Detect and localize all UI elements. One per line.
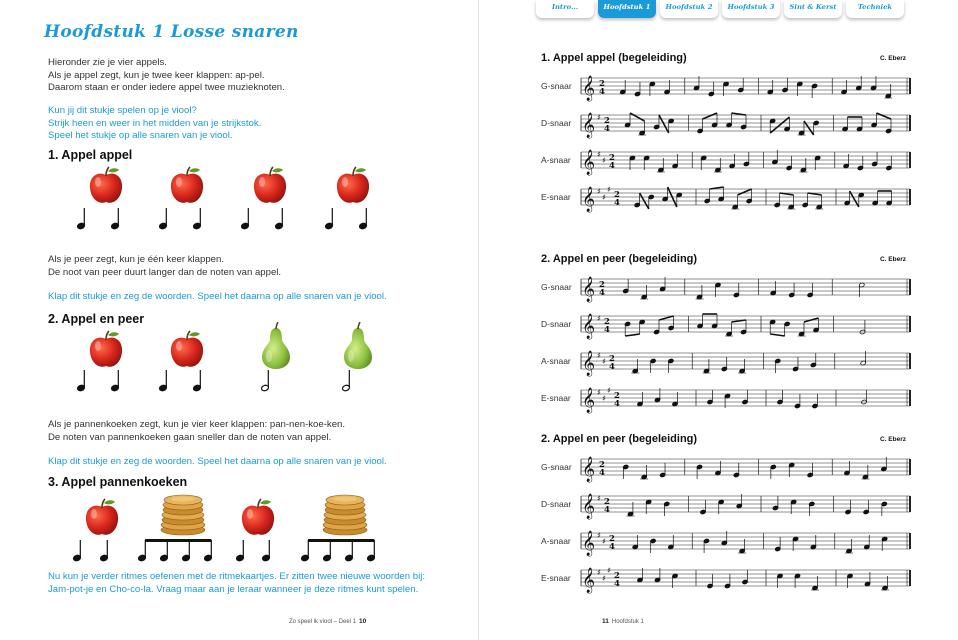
treble-clef-icon: 𝄞: [582, 388, 596, 413]
staff: [581, 75, 910, 101]
sharp-sign: ♯: [597, 568, 601, 577]
sharp-sign: ♯: [602, 537, 606, 546]
tab-techniek[interactable]: Techniek: [846, 0, 904, 18]
intro-line: Hieronder zie je vier appels.: [48, 57, 167, 68]
closing-line: Jam-pot-je en Cho-co-la. Vraag maar aan je leraar wanneer je deze ritmes kunt spelen.: [48, 583, 419, 595]
footer-chapter: Hoofdstuk 1: [611, 619, 644, 625]
closing-line: Nu kun je verder ritmes oefenen met de ritmekaartjes. Er zitten twee nieuwe woorden bij:: [48, 571, 425, 582]
time-signature-bottom: 4: [614, 399, 620, 409]
sharp-sign: ♯: [607, 185, 611, 194]
score-title: 2. Appel en peer (begeleiding): [541, 253, 698, 265]
time-signature-top: 2: [609, 354, 615, 364]
chapter-title: Hoofdstuk 1 Losse snaren: [44, 22, 299, 42]
pannenkoek-instruction: Klap dit stukje en zeg de woorden. Speel het daarna op alle snaren van je viool.: [48, 456, 387, 467]
section-heading-3: 3. Appel pannenkoeken: [48, 475, 188, 489]
note-beam: [659, 115, 669, 133]
time-signature-top: 2: [599, 79, 605, 89]
staff: [581, 530, 910, 556]
staff-label: G-snaar: [541, 462, 572, 472]
time-signature-bottom: 4: [614, 579, 620, 589]
sharp-sign: ♯: [597, 187, 601, 196]
treble-clef-icon: 𝄞: [582, 568, 596, 593]
time-signature-top: 2: [614, 190, 620, 200]
staff: [581, 313, 910, 339]
staff-label: G-snaar: [541, 81, 572, 91]
tab-hoofdstuk-1[interactable]: Hoofdstuk 1: [598, 0, 656, 18]
tab-hoofdstuk-3[interactable]: Hoofdstuk 3: [722, 0, 780, 18]
sharp-sign: ♯: [597, 314, 601, 323]
section-heading-1: 1. Appel appel: [48, 148, 133, 162]
staff: [581, 149, 910, 175]
score-title: 1. Appel appel (begeleiding): [541, 52, 687, 64]
tab-hoofdstuk-2[interactable]: Hoofdstuk 2: [660, 0, 718, 18]
time-signature-top: 2: [604, 497, 610, 507]
time-signature-bottom: 4: [604, 505, 610, 515]
instruction-line: Speel het stukje op alle snaren van je viool.: [48, 130, 233, 142]
staff: [581, 456, 910, 482]
time-signature-bottom: 4: [609, 542, 615, 552]
staff-label: A-snaar: [541, 356, 571, 366]
treble-clef-icon: 𝄞: [582, 351, 596, 376]
note-beam: [703, 113, 718, 119]
time-signature-top: 2: [599, 280, 605, 290]
treble-clef-icon: 𝄞: [582, 150, 596, 175]
staff-label: E-snaar: [541, 393, 571, 403]
treble-clef-icon: 𝄞: [582, 113, 596, 138]
staff-label: A-snaar: [541, 155, 571, 165]
note-beam: [877, 113, 892, 119]
staff: [581, 276, 910, 302]
sharp-sign: ♯: [602, 156, 606, 165]
composer-name: C. Eberz: [880, 436, 907, 443]
sharp-sign: ♯: [597, 494, 601, 503]
sharp-sign: ♯: [597, 531, 601, 540]
staff: [581, 112, 910, 138]
time-signature-bottom: 4: [609, 362, 615, 372]
sharp-sign: ♯: [597, 388, 601, 397]
time-signature-top: 2: [604, 317, 610, 327]
staff-label: D-snaar: [541, 118, 572, 128]
footer-book-title: Zo speel ik viool – Deel 1: [289, 619, 357, 625]
staff-label: D-snaar: [541, 319, 572, 329]
composer-name: C. Eberz: [880, 55, 907, 62]
note-beam: [770, 334, 785, 336]
treble-clef-icon: 𝄞: [582, 457, 596, 482]
note-beam: [850, 191, 859, 207]
note-beam: [738, 189, 752, 195]
time-signature-top: 2: [599, 460, 605, 470]
treble-clef-icon: 𝄞: [582, 187, 596, 212]
sharp-sign: ♯: [602, 574, 606, 583]
treble-clef-icon: 𝄞: [582, 314, 596, 339]
time-signature-bottom: 4: [614, 198, 620, 208]
time-signature-bottom: 4: [599, 288, 605, 298]
tab-intro[interactable]: Intro...: [536, 0, 594, 18]
staff-label: E-snaar: [541, 192, 571, 202]
treble-clef-icon: 𝄞: [582, 531, 596, 556]
score-title: 2. Appel en peer (begeleiding): [541, 433, 698, 445]
intro-line: Daarom staan er onder iedere appel twee muzieknoten.: [48, 82, 285, 94]
time-signature-top: 2: [614, 571, 620, 581]
peer-line: Als je peer zegt, kun je één keer klappen.: [48, 254, 224, 265]
note-beam: [625, 334, 640, 336]
intro-line: Als je appel zegt, kun je twee keer klappen: ap-pel.: [48, 69, 265, 81]
sharp-sign: ♯: [607, 386, 611, 395]
staff: [581, 386, 910, 413]
sharp-sign: ♯: [597, 150, 601, 159]
time-signature-top: 2: [604, 116, 610, 126]
sharp-sign: ♯: [602, 394, 606, 403]
pannenkoek-line: De noten van pannenkoeken gaan sneller dan de noten van appel.: [48, 431, 332, 443]
time-signature-top: 2: [609, 153, 615, 163]
peer-line: De noot van peer duurt langer dan de noten van appel.: [48, 266, 282, 278]
staff-label: A-snaar: [541, 536, 571, 546]
tab-sint-kerst[interactable]: Sint & Kerst: [784, 0, 842, 18]
time-signature-bottom: 4: [604, 325, 610, 335]
staff: [581, 185, 910, 212]
right-footer: [599, 618, 644, 625]
peer-instruction: Klap dit stukje en zeg de woorden. Speel het daarna op alle snaren van je viool.: [48, 291, 387, 302]
staff: [581, 566, 910, 593]
time-signature-bottom: 4: [609, 161, 615, 171]
instruction-line: Kun jij dit stukje spelen op je viool?: [48, 105, 197, 116]
page-number: 10: [359, 618, 367, 625]
staff: [581, 493, 910, 519]
time-signature-top: 2: [609, 534, 615, 544]
time-signature-bottom: 4: [604, 124, 610, 134]
composer-name: C. Eberz: [880, 256, 907, 263]
sharp-sign: ♯: [597, 113, 601, 122]
treble-clef-icon: 𝄞: [582, 277, 596, 302]
staff: [581, 350, 910, 376]
sharp-sign: ♯: [597, 351, 601, 360]
page-number: 11: [602, 618, 609, 625]
time-signature-top: 2: [614, 391, 620, 401]
staff-label: E-snaar: [541, 573, 571, 583]
sharp-sign: ♯: [607, 566, 611, 575]
staff-label: G-snaar: [541, 282, 572, 292]
note-beam: [630, 113, 645, 121]
time-signature-bottom: 4: [599, 87, 605, 97]
time-signature-bottom: 4: [599, 468, 605, 478]
pannenkoek-line: Als je pannenkoeken zegt, kun je vier keer klappen: pan-nen-koe-ken.: [48, 419, 346, 430]
section-heading-2: 2. Appel en peer: [48, 312, 145, 326]
treble-clef-icon: 𝄞: [582, 494, 596, 519]
staff-label: D-snaar: [541, 499, 572, 509]
instruction-line: Strijk heen en weer in het midden van je strijkstok.: [48, 117, 262, 129]
sharp-sign: ♯: [602, 357, 606, 366]
treble-clef-icon: 𝄞: [582, 76, 596, 101]
note-beam: [659, 316, 674, 320]
sharp-sign: ♯: [602, 193, 606, 202]
